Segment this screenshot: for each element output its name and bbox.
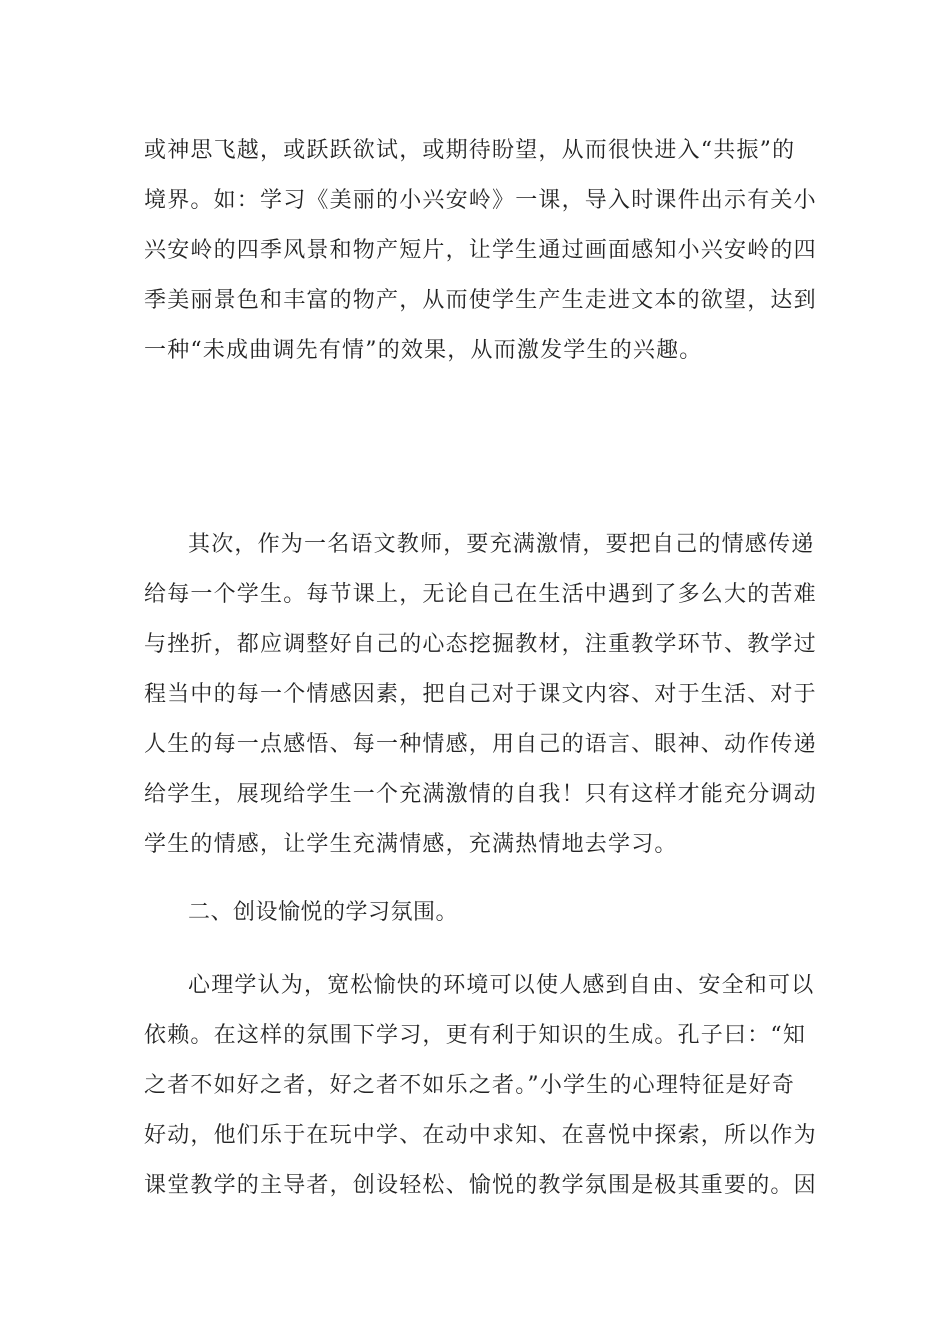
paragraph-2-line-2: 给每一个学生。每节课上，无论自己在生活中遇到了多么大的苦难 xyxy=(144,582,817,607)
paragraph-3-line-5: 课堂教学的主导者，创设轻松、愉悦的教学氛围是极其重要的。因 xyxy=(144,1173,817,1198)
paragraph-1-line-4: 季美丽景色和丰富的物产，从而使学生产生走进文本的欲望，达到 xyxy=(144,288,817,313)
paragraph-2-line-4: 程当中的每一个情感因素，把自己对于课文内容、对于生活、对于 xyxy=(144,682,817,707)
paragraph-2-line-7: 学生的情感，让学生充满情感，充满热情地去学习。 xyxy=(144,832,678,857)
paragraph-1-line-5: 一种“未成曲调先有情”的效果，从而激发学生的兴趣。 xyxy=(144,338,703,363)
paragraph-3-line-4: 好动，他们乐于在玩中学、在动中求知、在喜悦中探索，所以作为 xyxy=(144,1123,817,1148)
paragraph-2-line-3: 与挫折，都应调整好自己的心态挖掘教材，注重教学环节、教学过 xyxy=(144,632,817,657)
paragraph-1-line-1: 或神思飞越，或跃跃欲试，或期待盼望，从而很快进入“共振”的 xyxy=(144,138,796,163)
paragraph-2-line-6: 给学生，展现给学生一个充满激情的自我！只有这样才能充分调动 xyxy=(144,782,817,807)
section-heading: 二、创设愉悦的学习氛围。 xyxy=(188,900,459,925)
paragraph-3-line-2: 依赖。在这样的氛围下学习，更有利于知识的生成。孔子曰：“知 xyxy=(144,1023,807,1048)
paragraph-1-line-3: 兴安岭的四季风景和物产短片，让学生通过画面感知小兴安岭的四 xyxy=(144,238,817,263)
paragraph-3-line-3: 之者不如好之者，好之者不如乐之者。”小学生的心理特征是好奇 xyxy=(144,1073,796,1098)
paragraph-3-line-1: 心理学认为，宽松愉快的环境可以使人感到自由、安全和可以 xyxy=(188,973,815,998)
paragraph-1-line-2: 境界。如：学习《美丽的小兴安岭》一课，导入时课件出示有关小 xyxy=(144,188,817,213)
paragraph-2-line-1: 其次，作为一名语文教师，要充满激情，要把自己的情感传递 xyxy=(188,532,815,557)
paragraph-2-line-5: 人生的每一点感悟、每一种情感，用自己的语言、眼神、动作传递 xyxy=(144,732,817,757)
